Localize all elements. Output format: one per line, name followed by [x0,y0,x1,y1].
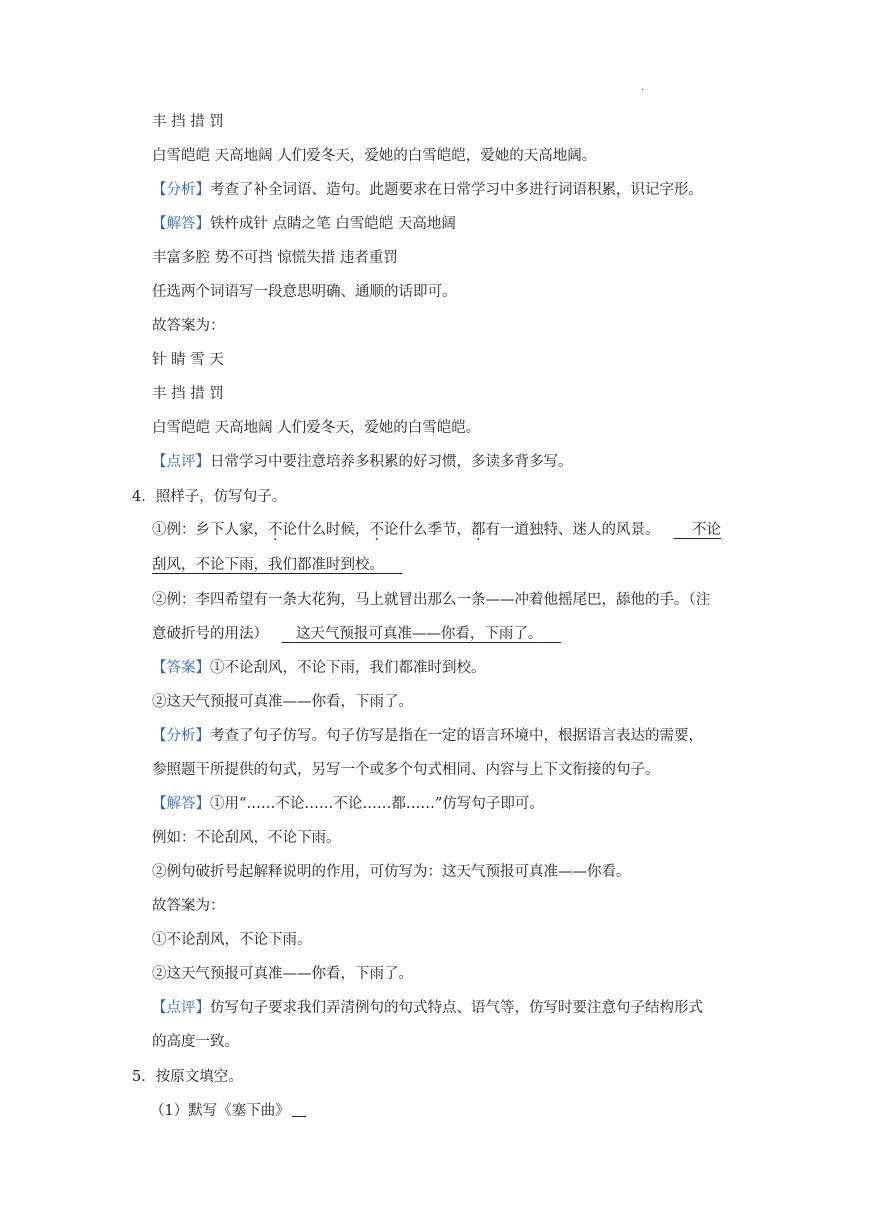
solution-text: ①用“……不论……不论……都……”仿写句子即可。 [210,796,544,812]
example-2-line: ②例：李四希望有一条大花狗，马上就冒出那么一条——冲着他摇尾巴，舔他的手。（注 [152,592,711,608]
header-dot: . [641,82,645,93]
analysis-tag: 【分析】 [152,182,210,198]
text-line: 白雪皑皑 天高地阔 人们爱冬天，爱她的白雪皑皑。 [152,420,481,436]
answer-line [152,658,486,678]
analysis-text: 考查了句子仿写。句子仿写是指在一定的语言环境中，根据语言表达的需要， [210,728,703,744]
emphasis-char: 都 [471,522,486,538]
answer-text: 不论 [691,522,721,538]
sub-question-text: （1）默写《塞下曲》 [150,1103,290,1119]
text-line: 丰富多腔 势不可挡 惊慌失措 违者重罚 [152,250,398,266]
solution-tag: 【解答】 [152,796,210,812]
example-text: 论什么季节， [384,522,471,538]
example-text: 意破折号的用法） [152,626,268,642]
text-line: 任选两个词语写一段意思明确、通顺的话即可。 [152,284,457,300]
comment-text: 日常学习中要注意培养多积累的好习惯，多读多背多写。 [210,454,573,470]
solution-tag: 【解答】 [152,216,210,232]
text-line: 丰 挡 措 罚 [152,386,224,402]
answer-blank[interactable] [292,1102,306,1117]
text-line: 的高度一致。 [152,1034,239,1050]
example-text: 论什么时候， [282,522,370,538]
text-line: 参照题干所提供的句式，另写一个或多个句式相同、内容与上下文衔接的句子。 [152,762,660,778]
answer-continuation [152,555,402,575]
analysis-text: 考查了补全词语、造句。此题要求在日常学习中多进行词语积累，识记字形。 [210,182,703,198]
text-line: 故答案为： [152,318,225,334]
text-line: 丰 挡 措 罚 [152,114,224,130]
answer-text: 这天气预报可真准——你看，下雨了。 [295,626,543,642]
question-4-title: 4．照样子，仿写句子。 [132,489,287,505]
comment-tag: 【点评】 [152,454,210,470]
text-line: 故答案为： [152,898,225,914]
example-text: 有一道独特、迷人的风景。 [485,522,660,538]
answer-tag: 【答案】 [152,660,210,676]
solution-line [152,794,544,814]
example-1-line [152,520,721,540]
answer-underline [674,522,721,538]
answer-underline [282,626,561,642]
text-line: 针 睛 雪 天 [152,352,224,368]
comment-line [152,452,573,472]
example-text: ①例：乡下人家， [152,522,268,538]
text-line: ②例句破折号起解释说明的作用，可仿写为：这天气预报可真准——你看。 [152,864,631,880]
emphasis-char: 不 [268,522,283,538]
comment-text: 仿写句子要求我们弄清例句的句式特点、语气等，仿写时要注意句子结构形式 [210,1000,703,1016]
solution-text: 铁杵成针 点睛之笔 白雪皑皑 天高地阔 [210,216,456,232]
text-line: 白雪皑皑 天高地阔 人们爱冬天，爱她的白雪皑皑，爱她的天高地阔。 [152,148,597,164]
analysis-tag: 【分析】 [152,728,210,744]
answer-text: ①不论刮风，不论下雨，我们都准时到校。 [210,660,486,676]
analysis-line [152,180,703,200]
answer-underline [152,557,402,573]
emphasis-char: 不 [369,522,384,538]
example-2-line-2 [152,624,561,644]
comment-line [152,998,703,1018]
comment-tag: 【点评】 [152,1000,210,1016]
answer-text: 刮风，不论下雨，我们都准时到校。 [152,557,384,573]
text-line: ①不论刮风，不论下雨。 [152,932,312,948]
analysis-line [152,726,703,746]
sub-question-1 [150,1101,306,1121]
text-line: ②这天气预报可真准——你看，下雨了。 [152,966,413,982]
text-line: 例如：不论刮风，不论下雨。 [152,830,341,846]
text-line: ②这天气预报可真准——你看，下雨了。 [152,694,413,710]
question-5-title: 5．按原文填空。 [132,1069,243,1085]
solution-line [152,214,456,234]
